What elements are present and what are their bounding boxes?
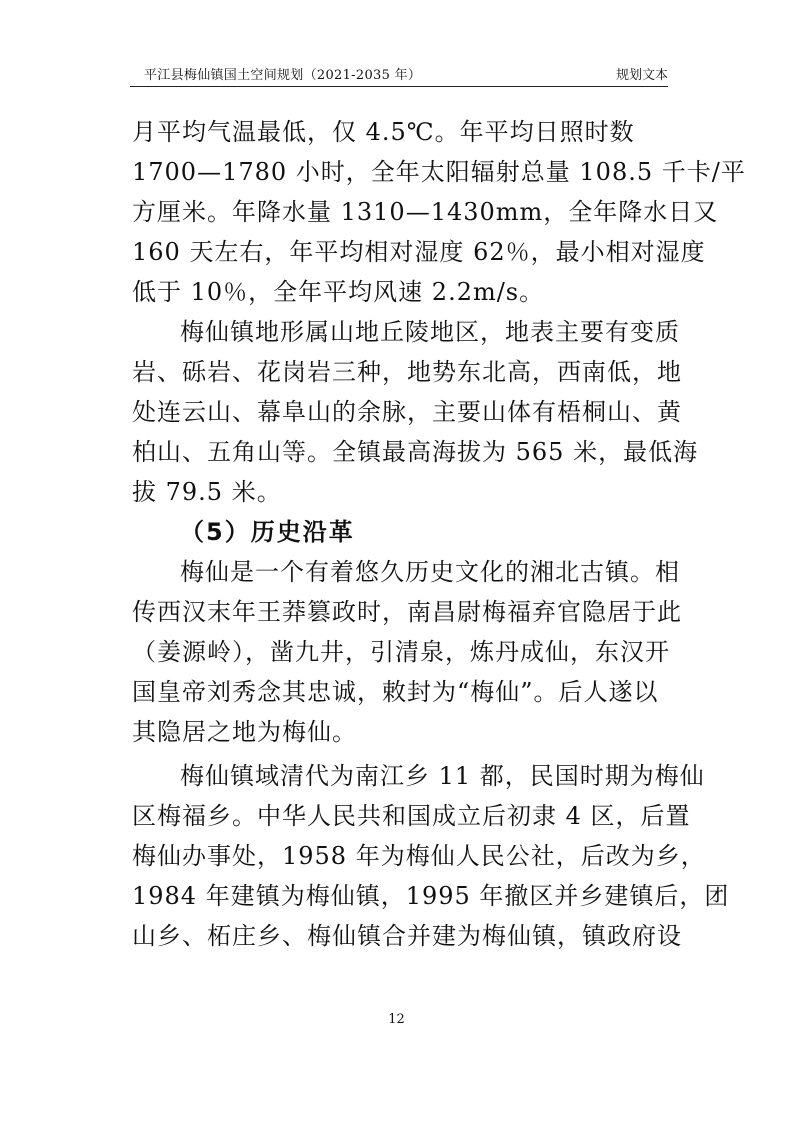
document-title: 平江县梅仙镇国土空间规划（2021-2035 年）: [144, 68, 422, 83]
text-line: 岩、砾岩、花岗岩三种，地势东北高，西南低，地: [132, 358, 682, 386]
text-line: 山乡、柘庄乡、梅仙镇合并建为梅仙镇，镇政府设: [132, 922, 682, 950]
text-line: 其隐居之地为梅仙。: [132, 718, 357, 746]
text-line: 处连云山、幕阜山的余脉，主要山体有梧桐山、黄: [132, 398, 682, 426]
text-line: （姜源岭），凿九井，引清泉，炼丹成仙，东汉开: [132, 638, 670, 666]
text-line: 160 天左右，年平均相对湿度 62％，最小相对湿度: [132, 238, 706, 266]
header-divider: [130, 86, 668, 87]
document-type: 规划文本: [615, 68, 668, 83]
text-line: 区梅福乡。中华人民共和国成立后初隶 4 区，后置: [132, 802, 691, 830]
text-line: 方厘米。年降水量 1310—1430mm，全年降水日又: [132, 198, 719, 226]
section-heading: （5）历史沿革: [180, 518, 355, 546]
paragraph-start: 梅仙镇域清代为南江乡 11 都，民国时期为梅仙: [180, 762, 705, 790]
text-line: 柏山、五角山等。全镇最高海拔为 565 米，最低海: [132, 438, 699, 466]
page-header: [130, 62, 668, 84]
text-line: 梅仙办事处，1958 年为梅仙人民公社，后改为乡，: [132, 842, 706, 870]
text-line: 传西汉末年王莽篡政时，南昌尉梅福弃官隐居于此: [132, 598, 682, 626]
text-line: 国皇帝刘秀念其忠诚，敕封为“梅仙”。后人遂以: [132, 678, 659, 706]
text-line: 低于 10％，全年平均风速 2.2m/s。: [132, 278, 545, 306]
text-line: 1984 年建镇为梅仙镇，1995 年撤区并乡建镇后，团: [132, 882, 730, 910]
paragraph-start: 梅仙是一个有着悠久历史文化的湘北古镇。相: [180, 558, 680, 586]
paragraph-start: 梅仙镇地形属山地丘陵地区，地表主要有变质: [180, 318, 680, 346]
text-line: 1700—1780 小时，全年太阳辐射总量 108.5 千卡/平: [132, 158, 746, 186]
text-line: 拔 79.5 米。: [132, 478, 282, 506]
text-line: 月平均气温最低，仅 4.5℃。年平均日照时数: [132, 118, 635, 146]
page-number: 12: [388, 1012, 405, 1027]
